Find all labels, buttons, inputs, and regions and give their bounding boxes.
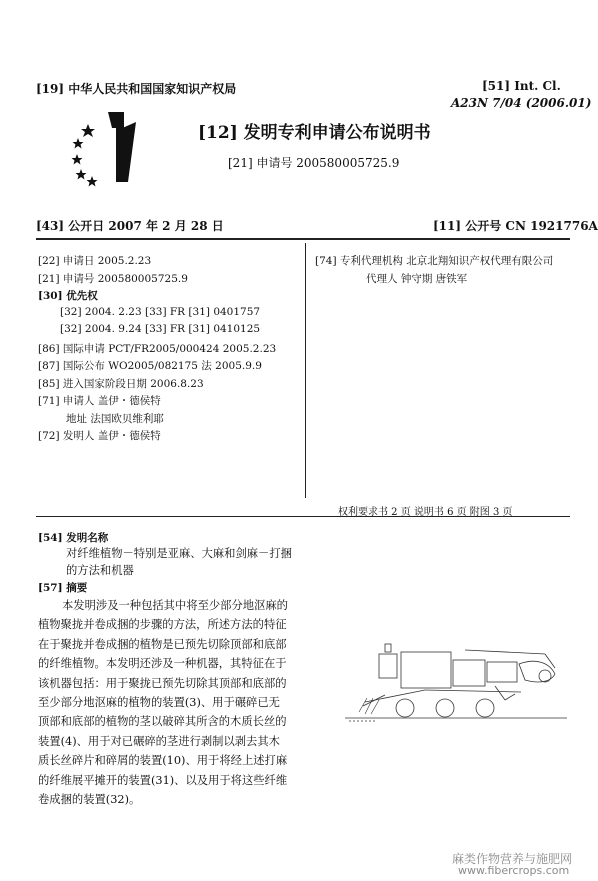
abstract-line: 本发明涉及一种包括其中将至少部分地沤麻的 bbox=[62, 599, 288, 612]
invention-title-line-1: 对纤维植物－特别是亚麻、大麻和剑麻－打捆 bbox=[66, 547, 292, 560]
abstract-line: 在于聚拢并卷成捆的植物是已预先切除顶部和底部 bbox=[38, 637, 287, 651]
international-application: [86] 国际申请 PCT/FR2005/000424 2005.2.23 bbox=[38, 343, 277, 355]
applicant-address: 地址 法国欧贝维利耶 bbox=[66, 413, 164, 425]
filing-date: [22] 申请日 2005.2.23 bbox=[38, 255, 152, 267]
invention-title-line-2: 的方法和机器 bbox=[66, 564, 134, 577]
abstract-line: 植物聚拢并卷成捆的步骤的方法，所述方法的特征 bbox=[38, 618, 287, 632]
document-type: [12] 发明专利申请公布说明书 bbox=[198, 123, 431, 143]
abstract-label: [57] 摘要 bbox=[38, 582, 88, 594]
header-application-number: [21] 申请号 200580005725.9 bbox=[228, 156, 400, 170]
int-cl-value: A23N 7/04 (2006.01) bbox=[451, 96, 592, 110]
inventor: [72] 发明人 盖伊・德侯特 bbox=[38, 430, 161, 442]
abstract-line: 质长丝碎片和碎屑的装置(10)、用于将经上述打麻 bbox=[38, 754, 288, 768]
abstract-line: 卷成捆的装置(32)。 bbox=[38, 793, 141, 807]
priority-entry-1: [32] 2004. 2.23 [33] FR [31] 0401757 bbox=[60, 306, 261, 318]
abstract-line: 至少部分地沤麻的植物的装置(3)、用于碾碎已无 bbox=[38, 696, 280, 710]
int-cl-label: [51] Int. Cl. bbox=[482, 79, 561, 93]
office-name: [19] 中华人民共和国国家知识产权局 bbox=[36, 82, 237, 96]
international-publication: [87] 国际公布 WO2005/082175 法 2005.9.9 bbox=[38, 360, 262, 372]
priority-entry-2: [32] 2004. 9.24 [33] FR [31] 0410125 bbox=[60, 323, 261, 335]
patent-agents: 代理人 钟守期 唐铁军 bbox=[366, 273, 468, 285]
abstract-body bbox=[38, 596, 300, 809]
abstract-line: 的纤维植物。本发明还涉及一种机器，其特征在于 bbox=[38, 657, 287, 671]
office-emblem-logo bbox=[68, 108, 140, 188]
priority-label: [30] 优先权 bbox=[38, 290, 98, 302]
applicant: [71] 申请人 盖伊・德侯特 bbox=[38, 395, 161, 407]
abstract-line: 顶部和底部的植物的茎以破碎其所含的木质长丝的 bbox=[38, 715, 287, 729]
divider-vertical bbox=[305, 243, 306, 498]
application-number: [21] 申请号 200580005725.9 bbox=[38, 273, 188, 285]
publication-number: [11] 公开号 CN 1921776A bbox=[433, 219, 598, 233]
page-counts: 权利要求书 2 页 说明书 6 页 附图 3 页 bbox=[338, 507, 513, 518]
national-phase-date: [85] 进入国家阶段日期 2006.8.23 bbox=[38, 378, 204, 390]
machine-drawing bbox=[345, 640, 567, 732]
watermark-site-name: 麻类作物营养与施肥网 bbox=[452, 852, 573, 866]
patent-agency: [74] 专利代理机构 北京北翔知识产权代理有限公司 bbox=[315, 255, 554, 267]
watermark-url: www.fibercrops.com bbox=[458, 864, 570, 877]
title-label: [54] 发明名称 bbox=[38, 532, 109, 544]
abstract-line: 的纤维展平摊开的装置(31)、以及用于将这些纤维 bbox=[38, 773, 288, 787]
abstract-line: 该机器包括：用于聚拢已预先切除其顶部和底部的 bbox=[38, 676, 287, 690]
divider-top bbox=[36, 238, 570, 240]
publication-date: [43] 公开日 2007 年 2 月 28 日 bbox=[36, 219, 224, 233]
abstract-line: 装置(4)、用于对已碾碎的茎进行剥制以剥去其木 bbox=[38, 734, 280, 748]
